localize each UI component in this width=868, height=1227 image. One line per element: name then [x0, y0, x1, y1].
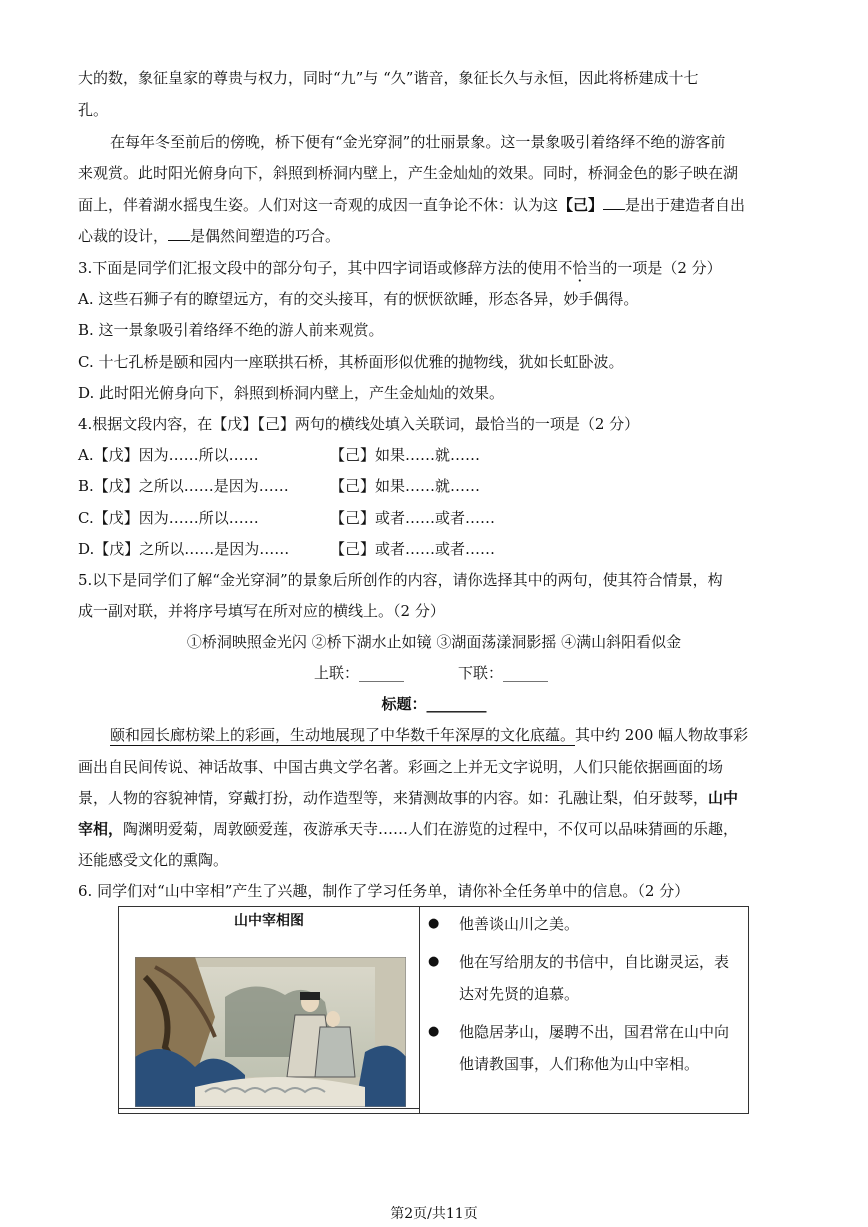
q4-option-c-left: C.【戊】因为……所以……: [78, 509, 259, 527]
info-bullet-3-line2: 他请教国事，人们称他为山中宰相。: [459, 1055, 700, 1073]
bullet-dot-icon: ●: [428, 916, 440, 931]
bullet-dot-icon: ●: [428, 1024, 440, 1039]
q3-stem: [78, 258, 722, 278]
para3-line4-b: 陶渊明爱菊，周敦颐爱莲，夜游承天寺……人们在游览的过程中，不仅可以品味猜画的乐趣，: [123, 820, 739, 838]
para3-line4: [78, 819, 738, 839]
para2-line1: 在每年冬至前后的傍晚，桥下便有“金光穿洞”的壮丽景象。这一景象吸引着络绎不绝的游客前: [110, 133, 726, 151]
para1-line2: 孔。: [78, 101, 109, 119]
q3-stem-emphasis: 不恰当: [557, 259, 603, 277]
para3-line3: [78, 788, 738, 808]
q5-upper-couplet: 上联：______: [314, 664, 405, 682]
para3-line1: [110, 725, 748, 746]
info-bullet-2-line1: 他在写给朋友的书信中，自比谢灵运，表: [459, 953, 730, 971]
q3-option-c: C. 十七孔桥是颐和园内一座联拱石桥，其桥面形似优雅的抛物线，犹如长虹卧波。: [78, 353, 624, 371]
q3-option-a: A. 这些石狮子有的瞭望远方，有的交头接耳，有的恹恹欲睡，形态各异，妙手偶得。: [78, 290, 639, 308]
bullet-dot-icon: ●: [428, 954, 440, 969]
q3-option-b: B. 这一景象吸引着络绎不绝的游人前来观赏。: [78, 321, 384, 339]
q5-lower-couplet: 下联：______: [458, 664, 549, 682]
para3-line2: 画出自民间传说、神话故事、中国古典文学名著。彩画之上并无文字说明，人们只能依据画面的场: [78, 758, 724, 776]
page-footer: 第2页/共11页: [390, 1206, 478, 1222]
q4-option-a-right: 【己】如果……就……: [330, 446, 481, 464]
para3-underlined: 颐和园长廊枋梁上的彩画，生动地展现了中华数千年深厚的文化底蕴。: [110, 726, 576, 744]
q4-option-d-right: 【己】或者……或者……: [330, 540, 496, 558]
q3-option-d: D. 此时阳光俯身向下，斜照到桥洞内壁上，产生金灿灿的效果。: [78, 384, 505, 402]
q4-option-b-right: 【己】如果……就……: [330, 477, 481, 495]
blank-ji-2: [168, 226, 190, 241]
q5-line1: 5.以下是同学们了解“金光穿洞”的景象后所创作的内容，请你选择其中的两句，使其符合情景，构: [78, 571, 723, 589]
q4-option-c-right: 【己】或者……或者……: [330, 509, 496, 527]
para2-line4-head: 心裁的设计，: [78, 227, 169, 245]
q4-option-a-left: A.【戊】因为……所以……: [78, 446, 259, 464]
para3-line3-a: 景，人物的容貌神情，穿戴打扮，动作造型等，来猜测故事的内容。如：孔融让梨，伯牙鼓琴，: [78, 789, 709, 807]
para2-line3-tail: 是出于建造者自出: [625, 196, 746, 214]
q4-stem: 4.根据文段内容，在【戊】【己】两句的横线处填入关联词，最恰当的一项是（2 分）: [78, 415, 640, 433]
info-bullet-3-line1: 他隐居茅山，屡聘不出，国君常在山中向: [459, 1023, 730, 1041]
para3-line5: 还能感受文化的熏陶。: [78, 851, 229, 869]
q6-stem: 6. 同学们对“山中宰相”产生了兴趣，制作了学习任务单，请你补全任务单中的信息。（2 分）: [78, 882, 690, 900]
q5-choices: ①桥洞映照金光闪 ②桥下湖水止如镜 ③湖面荡漾洞影摇 ④满山斜阳看似金: [186, 633, 682, 651]
para1-line1: 大的数，象征皇家的尊贵与权力，同时“九”与 “久”谐音，象征长久与永恒，因此将桥建成十七: [78, 69, 699, 87]
para2-line3-text: 面上，伴着湖水摇曳生姿。人们对这一奇观的成因一直争论不休：认为这: [78, 196, 559, 214]
mark-ji: 【己】: [558, 196, 604, 214]
para2-line4-tail: 是偶然间塑造的巧合。: [190, 227, 341, 245]
q5-line2: 成一副对联，并将序号填写在所对应的横线上。（2 分）: [78, 602, 445, 620]
table-title: 山中宰相图: [234, 913, 304, 929]
q4-option-d-left: D.【戊】之所以……是因为……: [78, 540, 290, 558]
section-title: 标题：________: [381, 695, 487, 713]
q4-option-b-left: B.【戊】之所以……是因为……: [78, 477, 289, 495]
q3-stem-a: 3.下面是同学们汇报文段中的部分句子，其中四字词语或修辞方法的使用: [78, 259, 558, 277]
para3-keyword-a: 山中: [708, 789, 739, 807]
mountain-prime-minister-painting: [135, 957, 406, 1107]
para2-line4: [78, 226, 340, 246]
para2-line2: 来观赏。此时阳光俯身向下，斜照到桥洞内壁上，产生金灿灿的效果。同时，桥洞金色的影子映在湖: [78, 164, 739, 182]
para3-line1-tail: 其中约 200 幅人物故事彩: [575, 726, 749, 744]
info-bullet-1-text: 他善谈山川之美。: [459, 915, 580, 933]
q3-stem-c: 的一项是（2 分）: [602, 259, 722, 277]
para2-line3: [78, 195, 745, 215]
table-image-cell: [119, 1109, 420, 1114]
info-bullet-2-line2: 达对先贤的追慕。: [459, 985, 580, 1003]
para3-keyword-b: 宰相，: [78, 820, 124, 838]
blank-ji-1: [603, 195, 625, 210]
